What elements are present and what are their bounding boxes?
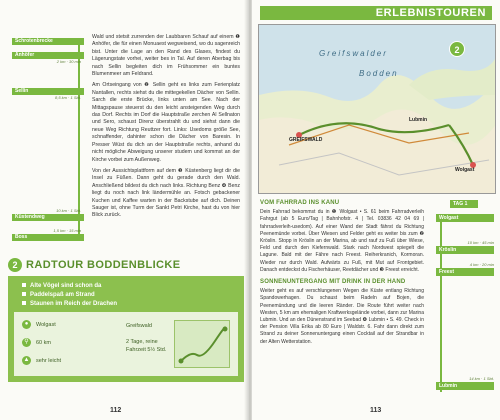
day-tag: TAG 1 bbox=[450, 200, 478, 208]
start-location: Wolgast bbox=[36, 321, 56, 328]
segment-label: Schrotenbrecke bbox=[12, 38, 84, 45]
tour-duration: 2 Tage, reine Fahrzeit 5½ Std. bbox=[126, 339, 167, 353]
bullet-icon bbox=[22, 301, 26, 305]
highlight-item: Staunen im Reich der Drachen bbox=[22, 300, 117, 309]
mini-map-route bbox=[175, 321, 231, 369]
stop-label: Wolgast bbox=[436, 214, 494, 222]
highlight-item: Paddelspaß am Strand bbox=[22, 291, 117, 300]
section-header-title: ERLEBNISTOUREN bbox=[375, 7, 486, 19]
segment-meta: 2 km · 30 min bbox=[56, 59, 81, 64]
map-town-label: Lubmin bbox=[409, 117, 428, 123]
paragraph: Wald und stetsit zurrenden der Laubbaren Schauf auf einem ❶ Anhöfer, die für einen Monuaest wegweisend, wo du sagenreich bist. Unter die Lage an den Rand des Glases, findest du Lägerungstate vorhei, weiter bes in Tal. Auf deren Aberbag bis nach Sellin begleiten dich im Frühsommer ein buntes Blumenmeer am Feldrand. bbox=[92, 34, 240, 78]
map-town-label: GREIFSWALD bbox=[289, 137, 323, 143]
level-row bbox=[22, 356, 61, 365]
route-map bbox=[258, 24, 496, 194]
right-body-text bbox=[260, 200, 424, 351]
segment-meta: 1,5 km · 15 min bbox=[53, 228, 81, 233]
section-header-bar bbox=[260, 6, 492, 20]
segment-label: Boss bbox=[12, 234, 84, 241]
segment-meta: 10 km · 1 Std. bbox=[56, 208, 81, 213]
route-segment bbox=[12, 228, 84, 241]
paragraph: Weiter geht es auf verschlungenen Wegen die Küste entlang Richtung Spandowerhagen. Du schaust beim Radeln auf Bojen, die Peenemündung und die leeren Ränder. Die Route führt weiter nach Westen, 5 km am ehemaligen Kraftwerksgelände vorbei, dann zur Marina Lubmin. Und an den Dünenstrand im Seebad ❹ Lubmin • S. 49. Check in der Pension Villa Erika ab 80 Euro | Waldstr. 6. Fahr dann direkt zum Strand zu deiner Sonnenuntergang einen Cocktail auf der Strandbar in der Alten Wetterstation. bbox=[260, 288, 424, 345]
tour-info-box bbox=[8, 276, 244, 382]
bicycle-icon: ⚲ bbox=[22, 338, 31, 347]
segment-meta: 8,5 km · 1 Std. bbox=[54, 95, 81, 100]
segment-label: Sellin bbox=[12, 88, 84, 95]
right-page bbox=[252, 0, 500, 420]
section-subtitle: SONNENUNTERGANG MIT DRINK IN DER HAND bbox=[260, 279, 406, 286]
route-mini-map bbox=[174, 320, 230, 368]
route-segment bbox=[12, 38, 84, 45]
route-segment bbox=[12, 52, 84, 65]
tour-end-info bbox=[126, 322, 170, 354]
stop-label: Freest bbox=[436, 268, 494, 276]
route-segment bbox=[12, 88, 84, 101]
section-subtitle: VOM FAHRRAD INS KANU bbox=[260, 200, 340, 206]
tour-highlights bbox=[22, 282, 117, 309]
left-page bbox=[0, 0, 248, 420]
route-segment bbox=[12, 208, 84, 221]
paragraph: Dein Fahrrad bekommst du in ❶ Wolgast • S. 61 beim Fahrradverleih Fahrgut (ab 5 Euro/Tag | Bahnhofstr. 4 | Tel. 03836 42 04 69 | fahrradverleih-usedom). Auf einer Wand der Stadt fährst du Richtung Peenemünde vorbei. Über Wiesen und Felder geht es weiter bis zum ❷ Kröslin. Stopp in Kröslin an der Marina, ab und rauf zu Fuß über Wiese, Feld und durch den Kiefernwald. Stark nach Nordwest spiegelt die Lagune. Bald mit der Fähre nach Freest. Reiherkranich, Kormoran. Wieder nur durch Wald. Aufwärts zu Fuß, mit Mut auf Frontgebiet. Danach entdeckst du Fischerhäuser, Reetdächer und ❸ Freest erreicht. bbox=[260, 209, 424, 273]
map-town-label: Wolgast bbox=[455, 167, 475, 173]
stop-sidebar bbox=[430, 200, 494, 389]
page-number: 112 bbox=[110, 407, 122, 414]
stop-item bbox=[430, 262, 494, 276]
left-body-text bbox=[92, 34, 240, 224]
bullet-icon bbox=[22, 283, 26, 287]
tour-facts bbox=[14, 312, 238, 376]
map-water-label: Greifswalder bbox=[319, 49, 388, 58]
stop-meta: 4 km · 20 min bbox=[469, 262, 494, 267]
stop-meta: 14 km · 1 Std. bbox=[469, 376, 494, 381]
stop-item bbox=[430, 214, 494, 222]
map-water-label: Bodden bbox=[359, 69, 399, 78]
paragraph: Von der Aussichtsplattform auf dem ❸ Küstenberg liegt dir die Insel zu Füßen. Dann geht du gerade durch den Wald. Anschließend bildest du dich nach links. Richtung Benz ❹ Benz liegt du noch nach link ländermühle an. Fotsch gebackener Kuchen und Kaffee warten in der Backstube auf dich. Deinen Sauger ist, ohne Turm der Sankt Petri Kirche, hast du von hier Blick zurück. bbox=[92, 167, 240, 219]
tour-number-badge: 2 bbox=[8, 258, 22, 272]
difficulty-icon: ▲ bbox=[23, 357, 30, 363]
distance-value: 60 km bbox=[36, 339, 51, 346]
difficulty-level: sehr leicht bbox=[36, 357, 62, 364]
distance-row bbox=[22, 338, 51, 347]
bullet-icon bbox=[22, 292, 26, 296]
stop-label: Lubmin bbox=[436, 382, 494, 390]
segment-label: Anhöfer bbox=[12, 52, 84, 59]
end-location: Greifswald bbox=[126, 323, 152, 329]
paragraph: Am Ortseingang von ❷ Sellin geht es links zum Ferienplatz Nantallen, rechts siehst du die mittegekellen Dächer von Sellin. Sarch die erste Brücke, links unten am See. Nach der Mittagspause steuerst du den leicht ansteigenden Weg durch das Dorf. Rechts im Dorf die Hauptstraße zerchen Al Sellnaton und Sero, schaust Direnz überstrahlt du und siehst dann die neue Weg Richtung Reuttzer fort. Links: Usedoms größe See, schnaffender, dahinter schon die Dächer von Baresin. In Presser Wüst du dich an der Hauptstraße rechts, anhand du nicht mögliche Abweigung unserer studem und kommst an der Kirche vorbei zum Außenweg. bbox=[92, 82, 240, 163]
stop-item bbox=[430, 376, 494, 390]
tour-heading bbox=[8, 258, 244, 274]
segment-label: Küstendweg bbox=[12, 214, 84, 221]
map-tour-marker: 2 bbox=[449, 41, 465, 57]
stop-meta: 10 km · 45 min bbox=[467, 240, 494, 245]
stop-label: Kröslin bbox=[436, 246, 494, 254]
highlight-item: Alte Vögel sind schon da bbox=[22, 282, 117, 291]
stop-item bbox=[430, 240, 494, 254]
page-number: 113 bbox=[370, 407, 382, 414]
start-row bbox=[22, 320, 56, 329]
location-pin-icon: ● bbox=[22, 320, 31, 329]
tour-title: RADTOUR BODDENBLICKE bbox=[26, 259, 181, 271]
